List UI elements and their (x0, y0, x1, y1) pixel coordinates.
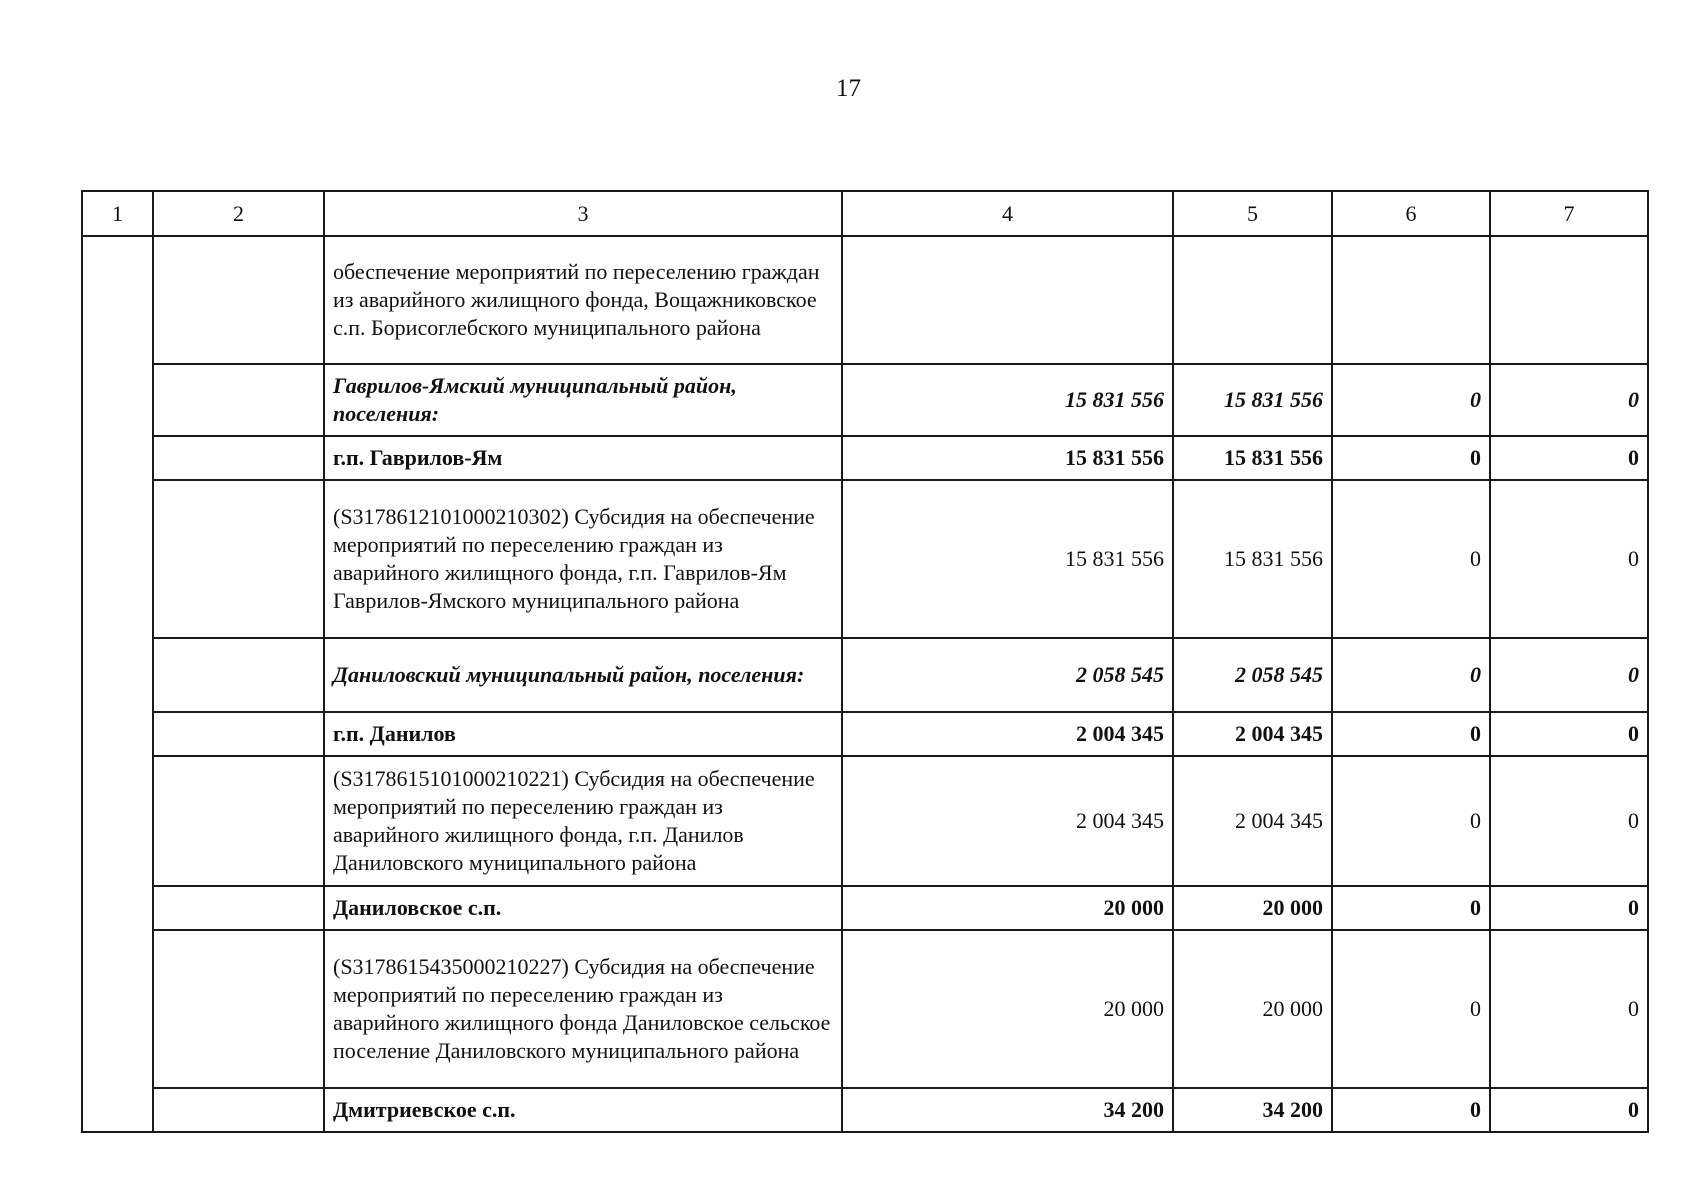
column-header-3: 3 (324, 191, 842, 236)
column-1-cell (82, 236, 153, 1132)
value-col-6: 0 (1332, 756, 1490, 886)
value-col-7: 0 (1490, 930, 1648, 1088)
value-col-5: 2 058 545 (1173, 638, 1332, 712)
value-col-4: 2 058 545 (842, 638, 1173, 712)
table-row (82, 364, 1648, 436)
column-2-cell (153, 756, 324, 886)
description-cell: (S3178615435000210227) Субсидия на обеспечение мероприятий по переселению граждан из аварийного жилищного фонда Даниловское сельское поселение Даниловского муниципального района (324, 930, 842, 1088)
value-col-4: 15 831 556 (842, 480, 1173, 638)
value-col-7: 0 (1490, 436, 1648, 480)
table-row (82, 236, 1648, 364)
value-col-5: 20 000 (1173, 930, 1332, 1088)
value-col-4 (842, 236, 1173, 364)
value-col-4: 15 831 556 (842, 364, 1173, 436)
page-number: 17 (836, 75, 861, 102)
value-col-6: 0 (1332, 436, 1490, 480)
value-col-6: 0 (1332, 712, 1490, 756)
column-2-cell (153, 436, 324, 480)
description-cell: г.п. Гаврилов-Ям (324, 436, 842, 480)
description-cell: Дмитриевское с.п. (324, 1088, 842, 1132)
table-row (82, 756, 1648, 886)
column-header-2: 2 (153, 191, 324, 236)
value-col-4: 2 004 345 (842, 756, 1173, 886)
value-col-6: 0 (1332, 364, 1490, 436)
column-header-6: 6 (1332, 191, 1490, 236)
value-col-4: 34 200 (842, 1088, 1173, 1132)
column-2-cell (153, 638, 324, 712)
value-col-4: 15 831 556 (842, 436, 1173, 480)
value-col-7: 0 (1490, 712, 1648, 756)
table-body (82, 236, 1648, 1132)
column-header-4: 4 (842, 191, 1173, 236)
value-col-4: 2 004 345 (842, 712, 1173, 756)
column-2-cell (153, 886, 324, 930)
value-col-7: 0 (1490, 886, 1648, 930)
header-row (82, 191, 1648, 236)
value-col-5 (1173, 236, 1332, 364)
description-cell: (S3178615101000210221) Субсидия на обеспечение мероприятий по переселению граждан из аварийного жилищного фонда, г.п. Данилов Даниловского муниципального района (324, 756, 842, 886)
value-col-6: 0 (1332, 638, 1490, 712)
description-cell: Гаврилов-Ямский муниципальный район, поселения: (324, 364, 842, 436)
column-2-cell (153, 712, 324, 756)
value-col-7: 0 (1490, 1088, 1648, 1132)
value-col-6: 0 (1332, 886, 1490, 930)
description-cell: Даниловский муниципальный район, поселения: (324, 638, 842, 712)
column-header-5: 5 (1173, 191, 1332, 236)
value-col-5: 34 200 (1173, 1088, 1332, 1132)
value-col-7 (1490, 236, 1648, 364)
column-2-cell (153, 480, 324, 638)
description-cell: Даниловское с.п. (324, 886, 842, 930)
table-row (82, 886, 1648, 930)
value-col-7: 0 (1490, 364, 1648, 436)
description-cell: обеспечение мероприятий по переселению граждан из аварийного жилищного фонда, Вощажниковское с.п. Борисоглебского муниципального района (324, 236, 842, 364)
value-col-4: 20 000 (842, 886, 1173, 930)
value-col-5: 2 004 345 (1173, 756, 1332, 886)
value-col-5: 15 831 556 (1173, 436, 1332, 480)
column-2-cell (153, 364, 324, 436)
value-col-4: 20 000 (842, 930, 1173, 1088)
table-row (82, 712, 1648, 756)
table-row (82, 638, 1648, 712)
value-col-6: 0 (1332, 1088, 1490, 1132)
column-header-7: 7 (1490, 191, 1648, 236)
value-col-5: 15 831 556 (1173, 364, 1332, 436)
value-col-7: 0 (1490, 638, 1648, 712)
column-header-1: 1 (82, 191, 153, 236)
column-2-cell (153, 236, 324, 364)
table-row (82, 930, 1648, 1088)
table-row (82, 436, 1648, 480)
table-row (82, 1088, 1648, 1132)
column-2-cell (153, 930, 324, 1088)
value-col-6: 0 (1332, 930, 1490, 1088)
budget-table (81, 190, 1649, 1133)
description-cell: (S3178612101000210302) Субсидия на обеспечение мероприятий по переселению граждан из аварийного жилищного фонда, г.п. Гаврилов-Ям Гаврилов-Ямского муниципального района (324, 480, 842, 638)
table-row (82, 480, 1648, 638)
value-col-5: 20 000 (1173, 886, 1332, 930)
value-col-5: 2 004 345 (1173, 712, 1332, 756)
value-col-7: 0 (1490, 756, 1648, 886)
value-col-6 (1332, 236, 1490, 364)
description-cell: г.п. Данилов (324, 712, 842, 756)
value-col-7: 0 (1490, 480, 1648, 638)
column-2-cell (153, 1088, 324, 1132)
value-col-6: 0 (1332, 480, 1490, 638)
value-col-5: 15 831 556 (1173, 480, 1332, 638)
